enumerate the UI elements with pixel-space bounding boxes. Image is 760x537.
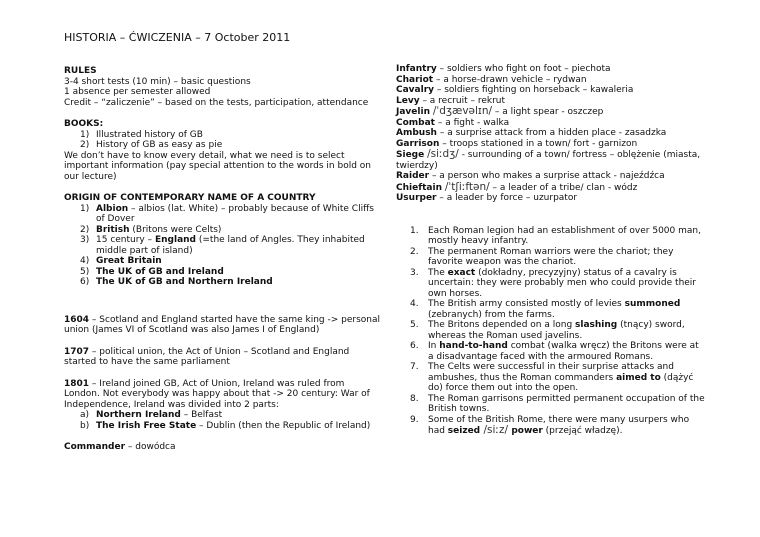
books-list	[64, 130, 382, 151]
origin-list	[64, 204, 382, 288]
glossary-entry: Garrison – troops stationed in a town/ fort - garnizon	[396, 138, 638, 149]
glossary-entry: Combat – a fight - walka	[396, 117, 510, 128]
list-item: 6) The UK of GB and Northern Ireland	[80, 277, 273, 287]
page-title: HISTORIA – ĆWICZENIA – 7 October 2011	[64, 31, 291, 44]
glossary-entry: Ambush – a surprise attack from a hidden place - zasadzka	[396, 128, 667, 138]
rules-heading: RULES	[64, 66, 97, 76]
glossary-entry: Javelin /ˈdʒævəlɪn/ – a light spear - oszczep	[396, 105, 604, 117]
list-item: 3. The exact (dokładny, precyzyjny) status of a cavalry is uncertain: they were probably men who could provide their own horses.	[410, 267, 697, 299]
list-item: a) Northern Ireland – Belfast	[80, 410, 223, 420]
list-item: 1. Each Roman legion had an establishment of over 5000 man, mostly heavy infantry.	[410, 225, 701, 246]
list-item: 5. The Britons depended on a long slashing (tnący) sword, whereas the Roman used javelins.	[410, 320, 685, 341]
glossary-entry: Levy – a recruit – rekrut	[396, 95, 506, 106]
list-item: 1) Illustrated history of GB	[80, 129, 203, 140]
list-item: 4. The British army consisted mostly of levies summoned (zebranych) from the farms.	[410, 299, 681, 320]
glossary-entry: Raider – a person who makes a surprise attack - najeźdźca	[396, 171, 665, 181]
list-item: 7. The Celts were successful in their surprise attacks and ambushes, thus the Roman commanders aimed to (dążyć do) force them out into the open.	[410, 362, 694, 393]
rules-line: 3-4 short tests (10 min) – basic questions	[64, 76, 251, 87]
list-item: 9. Some of the British Rome, there were many usurpers who had seized /siːz/ power (przejąć władzę).	[410, 414, 690, 436]
books-note: We don’t have to know every detail, what we need is to select important information (pay special attention to the words in bold on our lecture)	[64, 150, 372, 182]
event-1604: 1604 – Scotland and England started have the same king -> personal union (James VI of Scotland was also James I of England)	[64, 314, 380, 335]
glossary-entry: Chieftain /ˈtʃiːftən/ – a leader of a tribe/ clan - wódz	[396, 180, 638, 193]
list-item: 8. The Roman garrisons permitted permanent occupation of the British towns.	[410, 393, 705, 414]
list-item: 2. The permanent Roman warriors were the chariot; they favorite weapon was the chariot.	[410, 246, 674, 267]
list-item: 4) Great Britain	[80, 256, 162, 266]
event-1707: 1707 – political union, the Act of Union – Scotland and England started to have the same parliament	[64, 346, 350, 367]
glossary-entry: Siege /siːdʒ/ - surrounding of a town/ fortress – oblężenie (miasta, twierdzy)	[396, 148, 701, 171]
right-column	[396, 64, 706, 437]
event-1801: 1801 – Ireland joined GB, Act of Union, Ireland was ruled from London. Not everybody was happy about that -> 20 century: War of Independence, Ireland was divided into 2 parts:	[64, 378, 370, 410]
list-item: 3) 15 century – England (=the land of Angles. They inhabited middle part of island)	[80, 235, 365, 256]
glossary-entry: Cavalry – soldiers fighting on horseback – kawaleria	[396, 85, 634, 95]
rules-line: 1 absence per semester allowed	[64, 87, 211, 97]
list-item: 1) Albion – albios (lat. White) – probably because of White Cliffs of Dover	[80, 203, 374, 224]
ireland-parts-list	[64, 410, 382, 431]
list-item: 6. In hand-to-hand combat (walka wręcz) the Britons were at a disadvantage faced with the armoured Romans.	[410, 341, 699, 362]
list-item: b) The Irish Free State – Dublin (then the Republic of Ireland)	[80, 420, 371, 431]
list-item: 5) The UK of GB and Ireland	[80, 266, 224, 277]
origin-heading: ORIGIN OF CONTEMPORARY NAME OF A COUNTRY	[64, 193, 316, 203]
exercise-sentences	[396, 226, 706, 437]
list-item: 2) British (Britons were Celts)	[80, 224, 222, 235]
list-item: 2) History of GB as easy as pie	[80, 140, 223, 150]
left-column	[64, 66, 382, 453]
glossary-entry: Chariot – a horse-drawn vehicle – rydwan	[396, 74, 587, 85]
commander-line: Commander – dowódca	[64, 442, 176, 452]
glossary-entry: Infantry – soldiers who fight on foot – piechota	[396, 64, 611, 74]
glossary-entry: Usurper – a leader by force – uzurpator	[396, 193, 578, 203]
books-heading: BOOKS:	[64, 119, 104, 129]
rules-line: Credit – “zaliczenie” – based on the tests, participation, attendance	[64, 97, 369, 108]
glossary	[396, 64, 706, 204]
